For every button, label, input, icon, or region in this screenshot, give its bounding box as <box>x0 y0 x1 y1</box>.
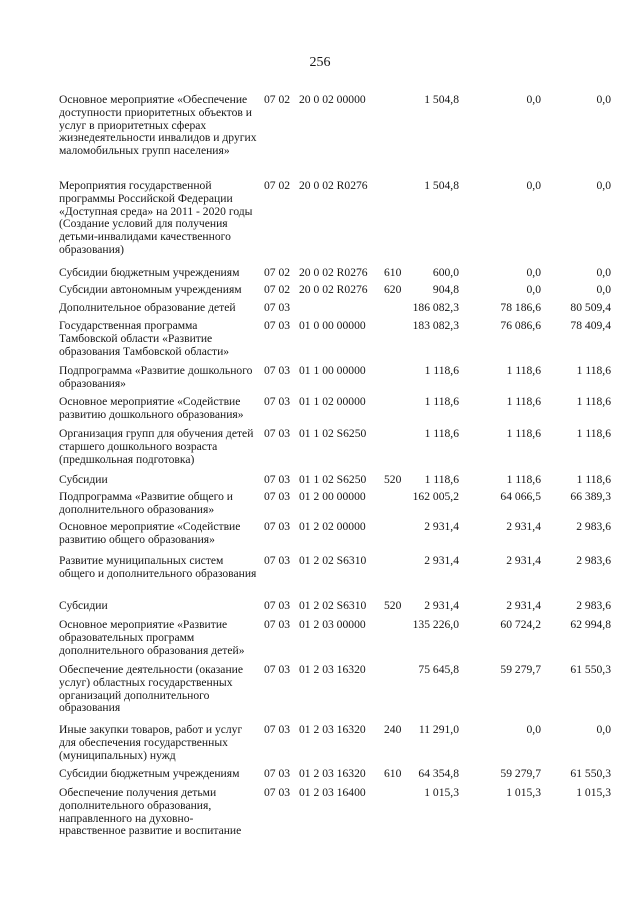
amount-year-2: 1 118,6 <box>506 364 541 377</box>
amount-year-1: 1 504,8 <box>424 93 459 106</box>
amount-year-2: 1 118,6 <box>506 395 541 408</box>
expense-type-code: 240 <box>384 723 402 736</box>
target-article-code: 01 2 00 00000 <box>299 490 366 503</box>
amount-year-3: 0,0 <box>596 179 611 192</box>
target-article-code: 01 0 00 00000 <box>299 319 366 332</box>
amount-year-1: 186 082,3 <box>412 301 459 314</box>
amount-year-2: 59 279,7 <box>500 663 541 676</box>
page-number: 256 <box>309 55 331 70</box>
section-code: 07 03 <box>264 554 291 567</box>
amount-year-1: 1 118,6 <box>424 427 459 440</box>
amount-year-3: 61 550,3 <box>570 663 611 676</box>
amount-year-2: 76 086,6 <box>500 319 541 332</box>
target-article-code: 01 1 02 00000 <box>299 395 366 408</box>
amount-year-1: 2 931,4 <box>424 554 459 567</box>
row-name: Обеспечение деятельности (оказание услуг) областных государственных организаций дополнительного образования <box>59 663 243 715</box>
amount-year-3: 1 118,6 <box>576 473 611 486</box>
amount-year-1: 2 931,4 <box>424 520 459 533</box>
section-code: 07 03 <box>264 599 291 612</box>
row-name: Субсидии автономным учреждениям <box>59 283 242 296</box>
section-code: 07 03 <box>264 490 291 503</box>
amount-year-2: 0,0 <box>526 179 541 192</box>
section-code: 07 03 <box>264 364 291 377</box>
amount-year-1: 75 645,8 <box>418 663 459 676</box>
target-article-code: 01 2 03 16320 <box>299 663 366 676</box>
amount-year-3: 0,0 <box>596 266 611 279</box>
row-name: Субсидии бюджетным учреждениям <box>59 767 240 780</box>
amount-year-1: 2 931,4 <box>424 599 459 612</box>
target-article-code: 01 2 02 S6310 <box>299 599 367 612</box>
amount-year-1: 904,8 <box>432 283 459 296</box>
amount-year-3: 0,0 <box>596 93 611 106</box>
row-name: Субсидии <box>59 473 108 486</box>
target-article-code: 01 1 02 S6250 <box>299 473 367 486</box>
amount-year-1: 600,0 <box>432 266 459 279</box>
section-code: 07 02 <box>264 283 291 296</box>
row-name: Субсидии <box>59 599 108 612</box>
target-article-code: 20 0 02 R0276 <box>299 266 368 279</box>
amount-year-2: 60 724,2 <box>500 618 541 631</box>
target-article-code: 20 0 02 R0276 <box>299 283 368 296</box>
expense-type-code: 520 <box>384 599 402 612</box>
amount-year-2: 0,0 <box>526 723 541 736</box>
row-name: Обеспечение получения детьми дополнительного образования, направленного на духовно-нравственное развитие и воспитание <box>59 786 242 838</box>
amount-year-3: 62 994,8 <box>570 618 611 631</box>
amount-year-3: 1 118,6 <box>576 364 611 377</box>
row-name: Подпрограмма «Развитие общего и дополнительного образования» <box>59 490 233 516</box>
target-article-code: 01 1 02 S6250 <box>299 427 367 440</box>
expense-type-code: 520 <box>384 473 402 486</box>
amount-year-1: 64 354,8 <box>418 767 459 780</box>
section-code: 07 02 <box>264 93 291 106</box>
section-code: 07 02 <box>264 179 291 192</box>
target-article-code: 01 2 02 00000 <box>299 520 366 533</box>
row-name: Мероприятия государственной программы Российской Федерации «Доступная среда» на 2011 - 2020 годы (Создание условий для получения детьми-инвалидами качественного образования) <box>59 179 253 256</box>
amount-year-1: 135 226,0 <box>412 618 459 631</box>
row-name: Организация групп для обучения детей старшего дошкольного возраста (предшкольная подготовка) <box>59 427 254 466</box>
expense-type-code: 620 <box>384 283 402 296</box>
target-article-code: 20 0 02 00000 <box>299 93 366 106</box>
target-article-code: 01 2 03 16320 <box>299 723 366 736</box>
amount-year-3: 0,0 <box>596 283 611 296</box>
amount-year-2: 1 118,6 <box>506 427 541 440</box>
amount-year-1: 1 118,6 <box>424 473 459 486</box>
amount-year-2: 0,0 <box>526 266 541 279</box>
target-article-code: 01 1 00 00000 <box>299 364 366 377</box>
amount-year-3: 2 983,6 <box>576 520 611 533</box>
row-name: Основное мероприятие «Содействие развитию дошкольного образования» <box>59 395 244 421</box>
row-name: Основное мероприятие «Развитие образовательных программ дополнительного образования детей» <box>59 618 245 657</box>
amount-year-1: 1 118,6 <box>424 364 459 377</box>
section-code: 07 02 <box>264 266 291 279</box>
amount-year-3: 61 550,3 <box>570 767 611 780</box>
target-article-code: 01 2 03 00000 <box>299 618 366 631</box>
amount-year-3: 1 015,3 <box>576 786 611 799</box>
row-name: Иные закупки товаров, работ и услуг для обеспечения государственных (муниципальных) нужд <box>59 723 243 762</box>
amount-year-3: 2 983,6 <box>576 554 611 567</box>
amount-year-1: 162 005,2 <box>412 490 459 503</box>
amount-year-3: 2 983,6 <box>576 599 611 612</box>
section-code: 07 03 <box>264 723 291 736</box>
section-code: 07 03 <box>264 767 291 780</box>
target-article-code: 01 2 03 16400 <box>299 786 366 799</box>
section-code: 07 03 <box>264 427 291 440</box>
amount-year-2: 0,0 <box>526 93 541 106</box>
section-code: 07 03 <box>264 786 291 799</box>
row-name: Государственная программа Тамбовской области «Развитие образования Тамбовской области» <box>59 319 230 358</box>
section-code: 07 03 <box>264 319 291 332</box>
amount-year-1: 1 118,6 <box>424 395 459 408</box>
target-article-code: 20 0 02 R0276 <box>299 179 368 192</box>
amount-year-2: 2 931,4 <box>506 520 541 533</box>
section-code: 07 03 <box>264 395 291 408</box>
amount-year-3: 78 409,4 <box>570 319 611 332</box>
target-article-code: 01 2 03 16320 <box>299 767 366 780</box>
amount-year-1: 1 015,3 <box>424 786 459 799</box>
row-name: Дополнительное образование детей <box>59 301 236 314</box>
amount-year-3: 0,0 <box>596 723 611 736</box>
row-name: Подпрограмма «Развитие дошкольного образования» <box>59 364 253 390</box>
amount-year-3: 1 118,6 <box>576 427 611 440</box>
amount-year-2: 2 931,4 <box>506 599 541 612</box>
amount-year-2: 78 186,6 <box>500 301 541 314</box>
amount-year-1: 11 291,0 <box>418 723 459 736</box>
row-name: Основное мероприятие «Обеспечение доступности приоритетных объектов и услуг в приоритетных сферах жизнедеятельности инвалидов и других маломобильных групп населения» <box>59 93 257 158</box>
section-code: 07 03 <box>264 520 291 533</box>
amount-year-2: 2 931,4 <box>506 554 541 567</box>
amount-year-3: 80 509,4 <box>570 301 611 314</box>
amount-year-2: 1 015,3 <box>506 786 541 799</box>
row-name: Субсидии бюджетным учреждениям <box>59 266 240 279</box>
expense-type-code: 610 <box>384 266 402 279</box>
amount-year-1: 183 082,3 <box>412 319 459 332</box>
amount-year-3: 66 389,3 <box>570 490 611 503</box>
section-code: 07 03 <box>264 473 291 486</box>
section-code: 07 03 <box>264 618 291 631</box>
amount-year-2: 1 118,6 <box>506 473 541 486</box>
section-code: 07 03 <box>264 301 291 314</box>
target-article-code: 01 2 02 S6310 <box>299 554 367 567</box>
amount-year-2: 64 066,5 <box>500 490 541 503</box>
row-name: Развитие муниципальных систем общего и дополнительного образования <box>59 554 257 580</box>
amount-year-3: 1 118,6 <box>576 395 611 408</box>
amount-year-2: 59 279,7 <box>500 767 541 780</box>
expense-type-code: 610 <box>384 767 402 780</box>
section-code: 07 03 <box>264 663 291 676</box>
amount-year-1: 1 504,8 <box>424 179 459 192</box>
amount-year-2: 0,0 <box>526 283 541 296</box>
row-name: Основное мероприятие «Содействие развитию общего образования» <box>59 520 241 546</box>
